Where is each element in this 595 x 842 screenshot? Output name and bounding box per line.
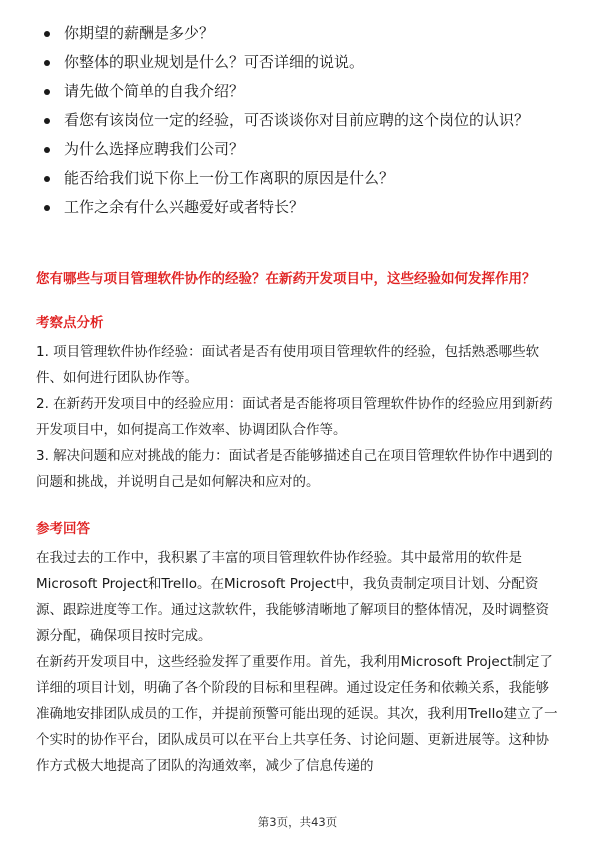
bullet-icon [44, 89, 50, 95]
analysis-section [36, 339, 561, 495]
bullet-icon [44, 176, 50, 182]
list-item [36, 51, 561, 73]
analysis-item: 2. 在新药开发项目中的经验应用：面试者是否能将项目管理软件协作的经验应用到新药开发项目中，如何提高工作效率、协调团队合作等。 [36, 396, 553, 438]
list-item [36, 167, 561, 189]
bullet-icon [44, 31, 50, 37]
list-item-text: 为什么选择应聘我们公司？ [64, 140, 245, 158]
page-number: 第3页，共43页 [257, 815, 338, 829]
analysis-item: 1. 项目管理软件协作经验：面试者是否有使用项目管理软件的经验，包括熟悉哪些软件、如何进行团队协作等。 [36, 344, 540, 386]
answer-heading: 参考回答 [36, 521, 90, 537]
question-list [36, 22, 561, 225]
question-title: 您有哪些与项目管理软件协作的经验？在新药开发项目中，这些经验如何发挥作用？ [36, 271, 536, 287]
analysis-item: 3. 解决问题和应对挑战的能力：面试者是否能够描述自己在项目管理软件协作中遇到的问题和挑战，并说明自己是如何解决和应对的。 [36, 448, 553, 490]
list-item-text: 你期望的薪酬是多少？ [64, 24, 215, 42]
list-item [36, 138, 561, 160]
list-item [36, 196, 561, 218]
bullet-icon [44, 118, 50, 124]
list-item-text: 你整体的职业规划是什么？可否详细的说说。 [64, 53, 365, 71]
list-item-text: 看您有该岗位一定的经验，可否谈谈你对目前应聘的这个岗位的认识？ [64, 111, 530, 129]
answer-paragraph: 在新药开发项目中，这些经验发挥了重要作用。首先，我利用Microsoft Project制定了详细的项目计划，明确了各个阶段的目标和里程碑。通过设定任务和依赖关系，我能够准确地安排团队成员的工作，并提前预警可能出现的延误。其次，我利用Trello建立了一个实时的协作平台，团队成员可以在平台上共享任务、讨论问题、更新进展等。这种协作方式极大地提高了团队的沟通效率，减少了信息传递的 [36, 654, 558, 774]
bullet-icon [44, 60, 50, 66]
answer-section [36, 545, 561, 779]
list-item-text: 工作之余有什么兴趣爱好或者特长？ [64, 198, 305, 216]
bullet-icon [44, 147, 50, 153]
analysis-heading: 考察点分析 [36, 315, 104, 331]
answer-paragraph: 在我过去的工作中，我积累了丰富的项目管理软件协作经验。其中最常用的软件是Microsoft Project和Trello。在Microsoft Project中，我负责制定项目计划、分配资源、跟踪进度等工作。通过这款软件，我能够清晰地了解项目的整体情况，及时调整资源分配，确保项目按时完成。 [36, 550, 549, 644]
bullet-icon [44, 205, 50, 211]
list-item [36, 109, 561, 131]
list-item-text: 能否给我们说下你上一份工作离职的原因是什么？ [64, 169, 395, 187]
list-item [36, 80, 561, 102]
list-item [36, 22, 561, 44]
list-item-text: 请先做个简单的自我介绍？ [64, 82, 245, 100]
